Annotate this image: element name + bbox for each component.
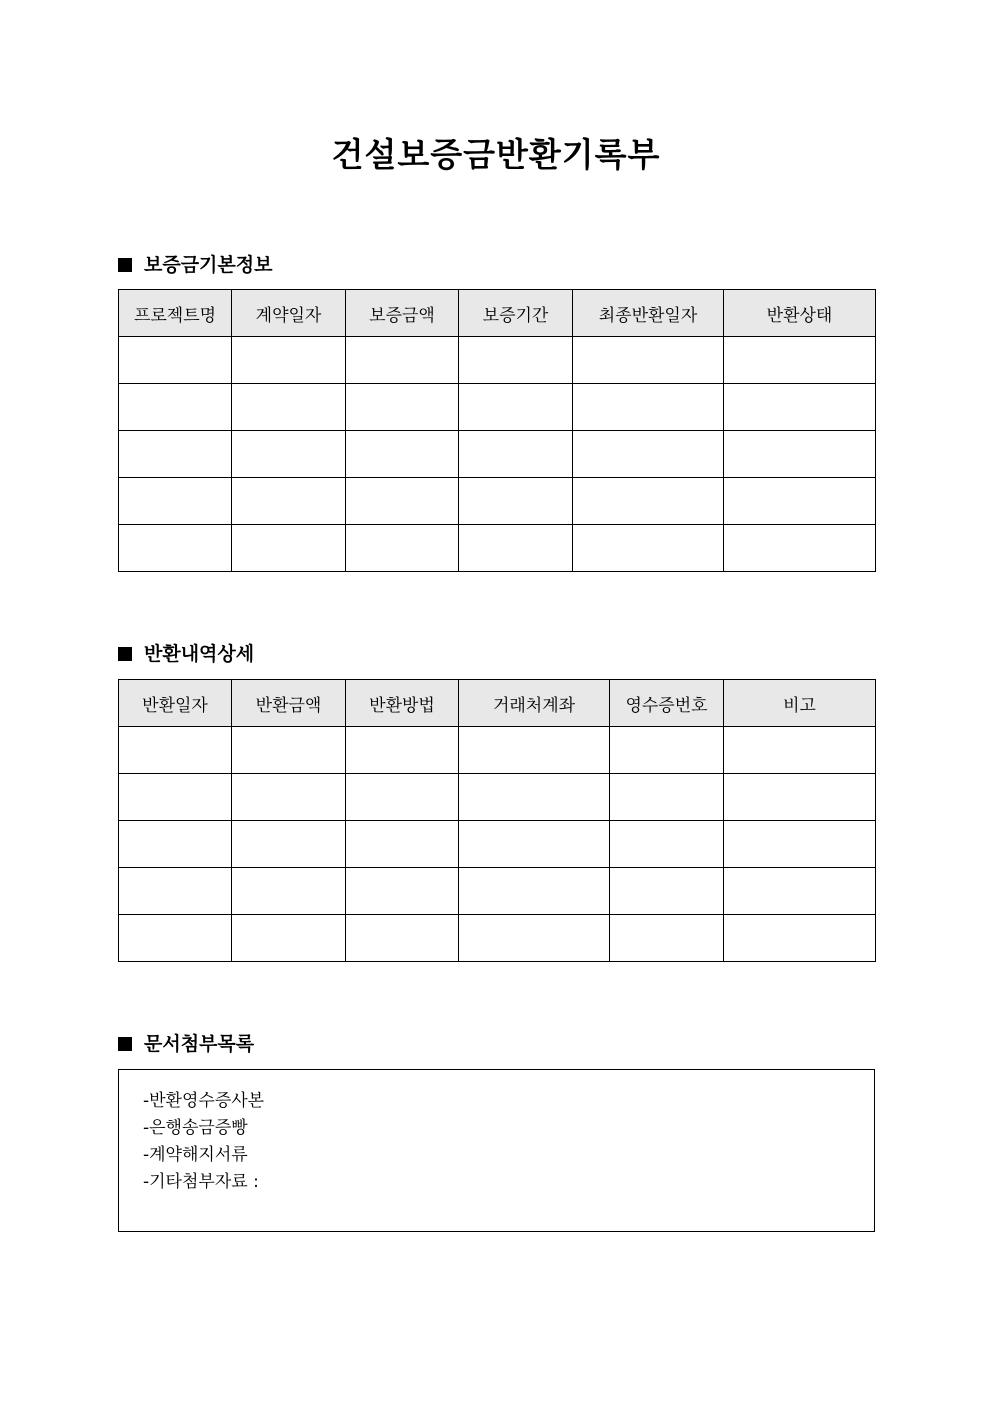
column-header: 영수증번호 <box>610 680 724 727</box>
column-header: 보증기간 <box>459 290 573 337</box>
square-bullet-icon <box>118 258 132 272</box>
table-cell[interactable] <box>346 915 459 962</box>
table-cell[interactable] <box>346 868 459 915</box>
table-cell[interactable] <box>724 868 876 915</box>
table-header-row <box>119 680 876 727</box>
table-cell[interactable] <box>573 431 724 478</box>
table-cell[interactable] <box>232 384 346 431</box>
table-cell[interactable] <box>119 727 232 774</box>
table-cell[interactable] <box>459 337 573 384</box>
table-cell[interactable] <box>119 337 232 384</box>
section-heading-return-details <box>118 641 254 667</box>
table-cell[interactable] <box>459 821 610 868</box>
table-cell[interactable] <box>346 431 459 478</box>
table-cell[interactable] <box>346 478 459 525</box>
table-cell[interactable] <box>459 915 610 962</box>
page-title: 건설보증금반환기록부 <box>331 135 661 174</box>
table-cell[interactable] <box>459 774 610 821</box>
table-cell[interactable] <box>724 525 876 572</box>
table-cell[interactable] <box>459 478 573 525</box>
table-cell[interactable] <box>459 727 610 774</box>
table-row <box>119 915 876 962</box>
table-cell[interactable] <box>346 337 459 384</box>
table-cell[interactable] <box>610 774 724 821</box>
table-cell[interactable] <box>459 431 573 478</box>
table-cell[interactable] <box>610 915 724 962</box>
column-header: 프로젝트명 <box>119 290 232 337</box>
column-header: 반환상태 <box>724 290 876 337</box>
table-cell[interactable] <box>573 525 724 572</box>
table-cell[interactable] <box>119 868 232 915</box>
table-cell[interactable] <box>724 821 876 868</box>
table-cell[interactable] <box>610 868 724 915</box>
column-header: 계약일자 <box>232 290 346 337</box>
table-cell[interactable] <box>346 384 459 431</box>
column-header: 보증금액 <box>346 290 459 337</box>
section-heading-label: 반환내역상세 <box>144 643 255 665</box>
table-cell[interactable] <box>346 774 459 821</box>
attachment-item: -반환영수증사본 <box>143 1091 265 1111</box>
square-bullet-icon <box>118 647 132 661</box>
table-cell[interactable] <box>119 431 232 478</box>
column-header: 거래처계좌 <box>459 680 610 727</box>
table-cell[interactable] <box>573 337 724 384</box>
table-row <box>119 821 876 868</box>
table-cell[interactable] <box>459 525 573 572</box>
table-cell[interactable] <box>724 478 876 525</box>
table-cell[interactable] <box>724 384 876 431</box>
attachment-item: -기타첨부자료 : <box>143 1172 259 1192</box>
table-row <box>119 478 876 525</box>
table-row <box>119 431 876 478</box>
table-cell[interactable] <box>232 821 346 868</box>
table-cell[interactable] <box>232 868 346 915</box>
square-bullet-icon <box>118 1037 132 1051</box>
table-cell[interactable] <box>119 478 232 525</box>
table-cell[interactable] <box>724 337 876 384</box>
table-cell[interactable] <box>232 774 346 821</box>
table-cell[interactable] <box>610 821 724 868</box>
table-header-row <box>119 290 876 337</box>
table-cell[interactable] <box>119 821 232 868</box>
table-cell[interactable] <box>232 478 346 525</box>
table-cell[interactable] <box>119 384 232 431</box>
table-row <box>119 384 876 431</box>
table-cell[interactable] <box>573 384 724 431</box>
column-header: 반환금액 <box>232 680 346 727</box>
section-heading-basic-info <box>118 252 272 278</box>
column-header: 최종반환일자 <box>573 290 724 337</box>
section-heading-label: 문서첨부목록 <box>144 1033 255 1055</box>
table-cell[interactable] <box>346 727 459 774</box>
table-row <box>119 525 876 572</box>
attachment-list <box>119 1070 874 1196</box>
table-cell[interactable] <box>573 478 724 525</box>
column-header: 반환방법 <box>346 680 459 727</box>
column-header: 비고 <box>724 680 876 727</box>
table-cell[interactable] <box>232 337 346 384</box>
table-row <box>119 337 876 384</box>
table-cell[interactable] <box>119 525 232 572</box>
section-heading-label: 보증금기본정보 <box>144 254 273 276</box>
table-cell[interactable] <box>232 525 346 572</box>
table-cell[interactable] <box>610 727 724 774</box>
table-cell[interactable] <box>346 525 459 572</box>
return-details-table <box>118 679 876 962</box>
table-cell[interactable] <box>232 915 346 962</box>
table-cell[interactable] <box>724 727 876 774</box>
table-row <box>119 774 876 821</box>
table-cell[interactable] <box>724 915 876 962</box>
attachment-item: -계약해지서류 <box>143 1145 248 1165</box>
table-cell[interactable] <box>119 915 232 962</box>
section-heading-attachments <box>118 1031 254 1057</box>
table-cell[interactable] <box>459 868 610 915</box>
table-cell[interactable] <box>724 774 876 821</box>
table-cell[interactable] <box>232 431 346 478</box>
table-cell[interactable] <box>232 727 346 774</box>
table-cell[interactable] <box>119 774 232 821</box>
table-row <box>119 727 876 774</box>
table-cell[interactable] <box>459 384 573 431</box>
column-header: 반환일자 <box>119 680 232 727</box>
table-row <box>119 868 876 915</box>
attachment-list-box <box>118 1069 875 1232</box>
deposit-info-table <box>118 289 876 572</box>
table-cell[interactable] <box>724 431 876 478</box>
attachment-item: -은행송금증빵 <box>143 1118 248 1138</box>
table-cell[interactable] <box>346 821 459 868</box>
